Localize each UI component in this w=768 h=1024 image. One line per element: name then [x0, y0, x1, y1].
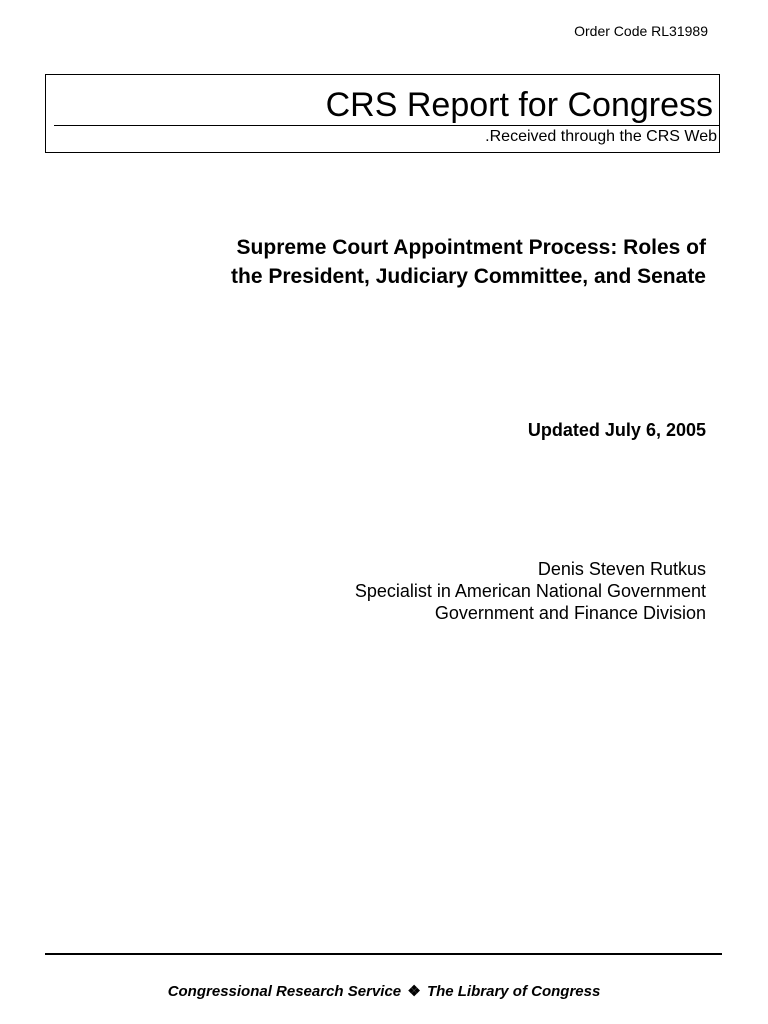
updated-date: Updated July 6, 2005	[527, 420, 706, 440]
author-name: Denis Steven Rutkus	[537, 559, 706, 579]
report-header-box	[45, 74, 720, 153]
header-divider	[54, 125, 719, 126]
author-division: Government and Finance Division	[434, 603, 706, 623]
author-position: Specialist in American National Government	[354, 581, 706, 601]
footer-divider	[45, 953, 722, 955]
order-code: Order Code RL31989	[574, 23, 708, 39]
report-series-title: CRS Report for Congress	[325, 86, 713, 124]
report-title	[106, 233, 706, 291]
footer-organization: Congressional Research Service	[167, 983, 402, 1000]
diamond-separator-icon: ❖	[407, 983, 421, 1000]
footer-library: The Library of Congress	[426, 983, 601, 1000]
report-source-note: .Received through the CRS Web	[485, 128, 717, 145]
author-block	[355, 558, 706, 624]
footer	[0, 982, 768, 1002]
report-title-line-2: the President, Judiciary Committee, and Senate	[231, 265, 706, 288]
report-title-line-1: Supreme Court Appointment Process: Roles of	[236, 236, 706, 259]
